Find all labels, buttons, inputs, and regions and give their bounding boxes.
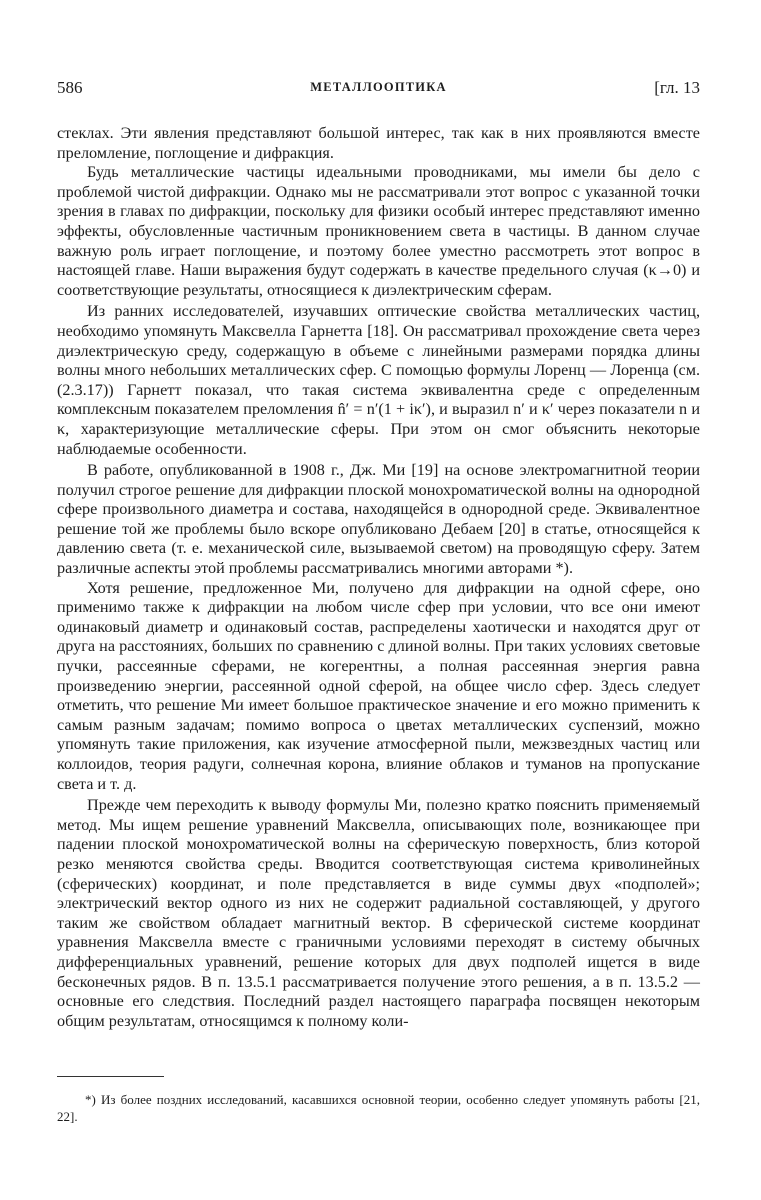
page-number: 586 xyxy=(57,78,83,97)
page-header xyxy=(57,78,700,100)
paragraph: Из ранних исследователей, изучавших оптические свойства металлических частиц, необходимо упомянуть Максвелла Гарнетта [18]. Он рассматривал прохождение света через диэлектрическую среду, содержащую в объеме с линейными размерами порядка длины волны много небольших металлических сфер. С помощью формулы Лоренц — Лоренца (см. (2.3.17)) Гарнетт показал, что такая система эквивалентна среде с определенным комплексным показателем преломления n̂′ = n′(1 + iκ′), и выразил n′ и κ′ через показатели n и κ, характеризующие металлические сферы. При этом он смог объяснить некоторые наблюдаемые особенности. xyxy=(57,302,700,458)
paragraph: стеклах. Эти явления представляют большой интерес, так как в них проявляются вместе преломление, поглощение и дифракция. xyxy=(57,124,700,162)
paragraph: Хотя решение, предложенное Ми, получено для дифракции на одной сфере, оно применимо также к дифракции на любом числе сфер при условии, что все они имеют одинаковый диаметр и одинаковый состав, распределены хаотически и находятся друг от друга на расстояниях, больших по сравнению с длиной волны. При таких условиях световые пучки, рассеянные сферами, не когерентны, а полная рассеянная энергия равна произведению энергии, рассеянной одной сферой, на общее число сфер. Здесь следует отметить, что решение Ми имеет большое практическое значение и его можно применить к самым разным задачам; помимо вопроса о цветах металлических суспензий, можно упомянуть такие приложения, как изучение атмосферной пыли, межзвездных частиц или коллоидов, теория радуги, солнечная корона, влияние облаков и туманов на пропускание света и т. д. xyxy=(57,578,700,793)
chapter-label: [гл. 13 xyxy=(654,78,700,97)
running-title: МЕТАЛЛООПТИКА xyxy=(310,80,447,94)
footnote-divider xyxy=(57,1076,164,1077)
paragraph: Прежде чем переходить к выводу формулы Ми, полезно кратко пояснить применяемый метод. Мы ищем решение уравнений Максвелла, описывающих поле, возникающее при падении плоской монохроматической волны на сферическую поверхность, близ которой резко меняются свойства среды. Вводится соответствующая система криволинейных (сферических) координат, и поле представляется в виде суммы двух «подполей»; электрический вектор одного из них не содержит радиальной составляющей, у другого таким же свойством обладает магнитный вектор. В сферической системе координат уравнения Максвелла вместе с граничными условиями переходят в систему обычных дифференциальных уравнений, решение которых для двух подполей ищется в виде бесконечных рядов. В п. 13.5.1 рассматривается получение этого решения, а в п. 13.5.2 — основные его следствия. Последний раздел настоящего параграфа посвящен некоторым общим результатам, относящимся к полному коли- xyxy=(57,796,700,1030)
footnote: *) Из более поздних исследований, касавшихся основной теории, особенно следует упомянуть работы [21, 22]. xyxy=(57,1092,700,1124)
paragraph: Будь металлические частицы идеальными проводниками, мы имели бы дело с проблемой чистой дифракции. Однако мы не рассматривали этот вопрос с указанной точки зрения в главах по дифракции, поскольку для физики особый интерес представляют именно эффекты, обусловленные частичным проникновением света в частицы. В данном случае важную роль играет поглощение, и поэтому более уместно рассмотреть этот вопрос в настоящей главе. Наши выражения будут содержать в качестве предельного случая (κ→0) и соответствующие результаты, относящиеся к диэлектрическим сферам. xyxy=(57,163,700,299)
main-text xyxy=(57,124,700,1031)
paragraph: В работе, опубликованной в 1908 г., Дж. Ми [19] на основе электромагнитной теории получил строгое решение для дифракции плоской монохроматической волны на однородной сфере произвольного диаметра и состава, находящейся в однородной среде. Эквивалентное решение той же проблемы было вскоре опубликовано Дебаем [20] в статье, относящейся к давлению света (т. е. механической силе, вызываемой светом) на проводящую сферу. Затем различные аспекты этой проблемы рассматривались многими авторами *). xyxy=(57,461,700,578)
